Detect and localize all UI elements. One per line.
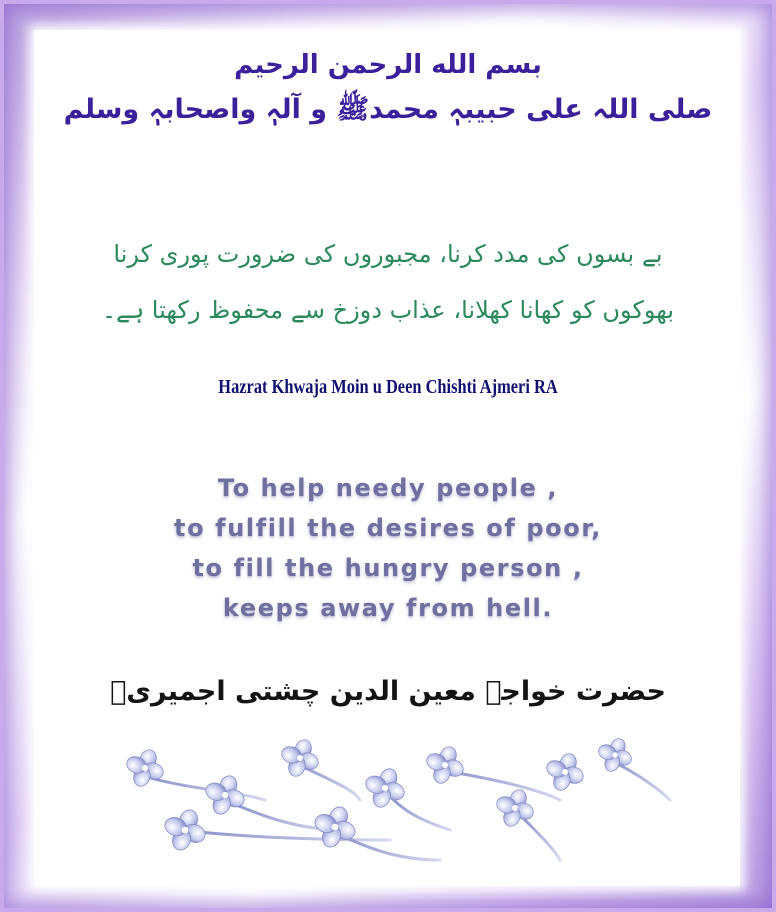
attribution-urdu: حضرت خواجہ معین الدین چشتی اجمیریؒ bbox=[110, 676, 666, 707]
english-quote-line-3: to fill the hungry person , bbox=[192, 554, 584, 582]
clover-flower-icon bbox=[363, 766, 406, 809]
clover-flower-icon bbox=[544, 751, 585, 792]
clover-flower-icon bbox=[124, 747, 165, 788]
urdu-quote-line-2: بھوکوں کو کھانا کھلانا، عذاب دوزخ سے محفوظ رکھتا ہے۔ bbox=[101, 296, 675, 324]
clover-flower-icon bbox=[312, 804, 357, 849]
flower-stem bbox=[520, 815, 560, 860]
english-quote-line-4: keeps away from hell. bbox=[222, 594, 554, 622]
flower-decoration bbox=[0, 720, 776, 890]
flower-stem bbox=[180, 830, 390, 840]
clover-flower-icon bbox=[424, 744, 465, 785]
clover-flower-icon bbox=[203, 773, 246, 816]
english-quote-line-1: To help needy people , bbox=[217, 474, 559, 502]
bismillah-text: بسم الله الرحمن الرحیم bbox=[234, 50, 542, 80]
attribution-english: Hazrat Khwaja Moin u Deen Chishti Ajmeri RA bbox=[218, 376, 558, 398]
salawat-text: صلی اللہ علی حبیبہٖ محمدﷺ و آلہٖ واصحابہٖ وسلم bbox=[63, 94, 713, 125]
english-quote-line-2: to fulfill the desires of poor, bbox=[174, 514, 602, 542]
clover-flower-icon bbox=[162, 807, 207, 852]
urdu-quote-line-1: بے بسوں کی مدد کرنا، مجبوروں کی ضرورت پوری کرنا bbox=[113, 240, 663, 268]
